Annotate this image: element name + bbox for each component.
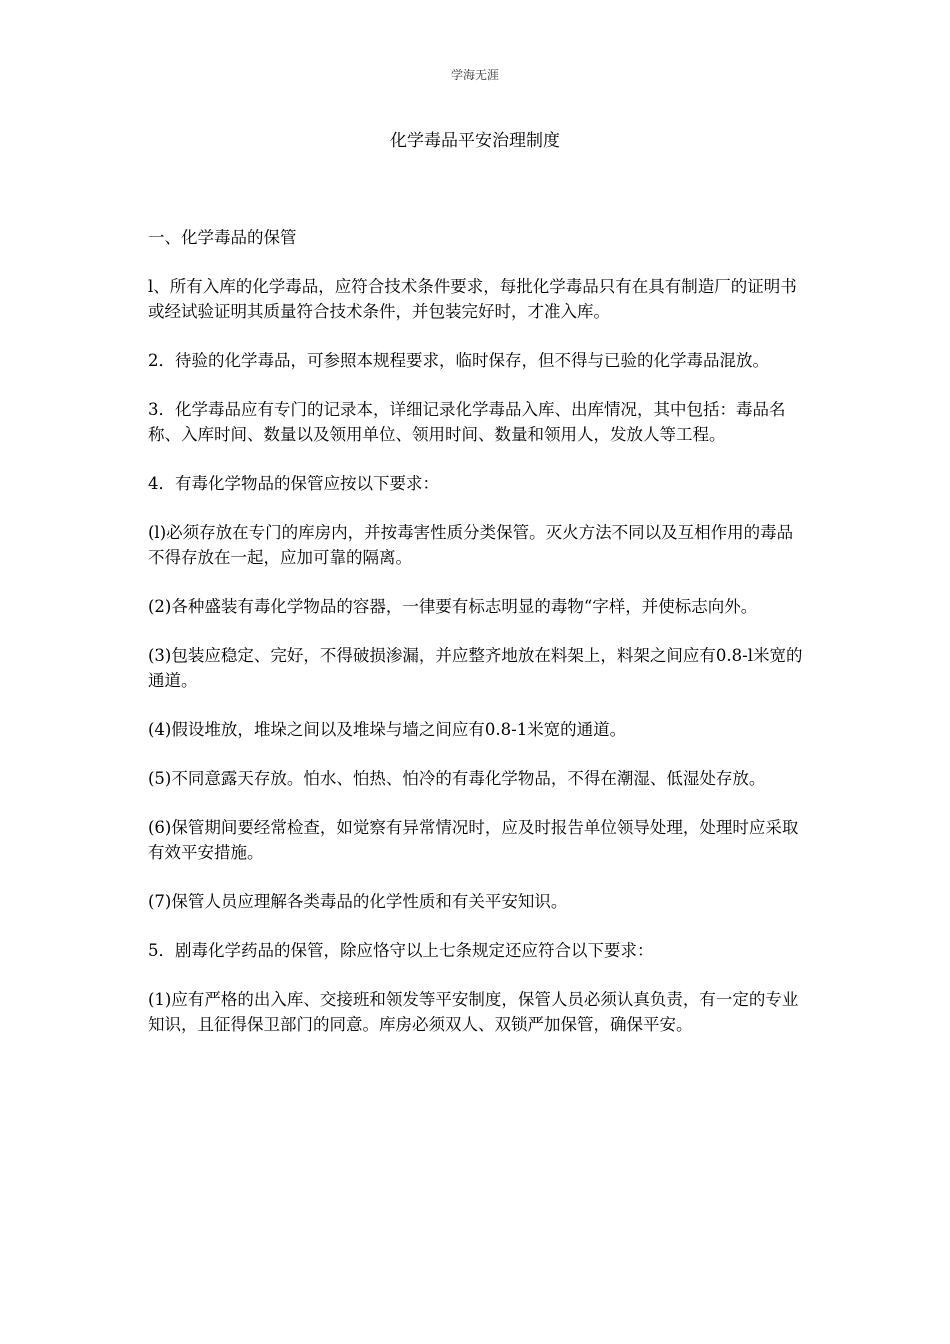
document-body	[148, 225, 808, 1061]
paragraph: (6)保管期间要经常检查，如觉察有异常情况时，应及时报告单位领导处理，处理时应采取有效平安措施。	[148, 818, 799, 862]
paragraph: 3．化学毒品应有专门的记录本，详细记录化学毒品入库、出库情况，其中包括：毒品名称、入库时间、数量以及领用单位、领用时间、数量和领用人，发放人等工程。	[148, 400, 786, 444]
paragraph: 5．剧毒化学药品的保管，除应恪守以上七条规定还应符合以下要求：	[148, 941, 654, 960]
paragraph: l、所有入库的化学毒品，应符合技术条件要求，每批化学毒品只有在具有制造厂的证明书或经试验证明其质量符合技术条件，并包装完好时，才准入库。	[148, 277, 797, 321]
page-header: 学海无涯	[450, 68, 499, 82]
section-heading: 一、化学毒品的保管	[148, 228, 297, 247]
paragraph: (1)应有严格的出入库、交接班和领发等平安制度，保管人员必须认真负责，有一定的专业知识，且征得保卫部门的同意。库房必须双人、双锁严加保管，确保平安。	[148, 990, 799, 1034]
paragraph: (2)各种盛装有毒化学物品的容器，一律要有标志明显的毒物“字样，并使标志向外。	[148, 597, 758, 616]
paragraph: (5)不同意露天存放。怕水、怕热、怕冷的有毒化学物品，不得在潮湿、低湿处存放。	[148, 769, 766, 788]
paragraph: (l)必须存放在专门的库房内，并按毒害性质分类保管。灭火方法不同以及互相作用的毒品不得存放在一起，应加可靠的隔离。	[148, 523, 794, 567]
paragraph: (4)假设堆放，堆垛之间以及堆垛与墙之间应有0.8-1米宽的通道。	[148, 720, 627, 739]
document-title: 化学毒品平安治理制度	[390, 131, 560, 151]
paragraph: (3)包装应稳定、完好，不得破损渗漏，并应整齐地放在料架上，料架之间应有0.8-l米宽的通道。	[148, 646, 803, 690]
paragraph: 2．待验的化学毒品，可参照本规程要求，临时保存，但不得与已验的化学毒品混放。	[148, 351, 769, 370]
paragraph: (7)保管人员应理解各类毒品的化学性质和有关平安知识。	[148, 892, 568, 911]
paragraph: 4．有毒化学物品的保管应按以下要求：	[148, 474, 439, 493]
